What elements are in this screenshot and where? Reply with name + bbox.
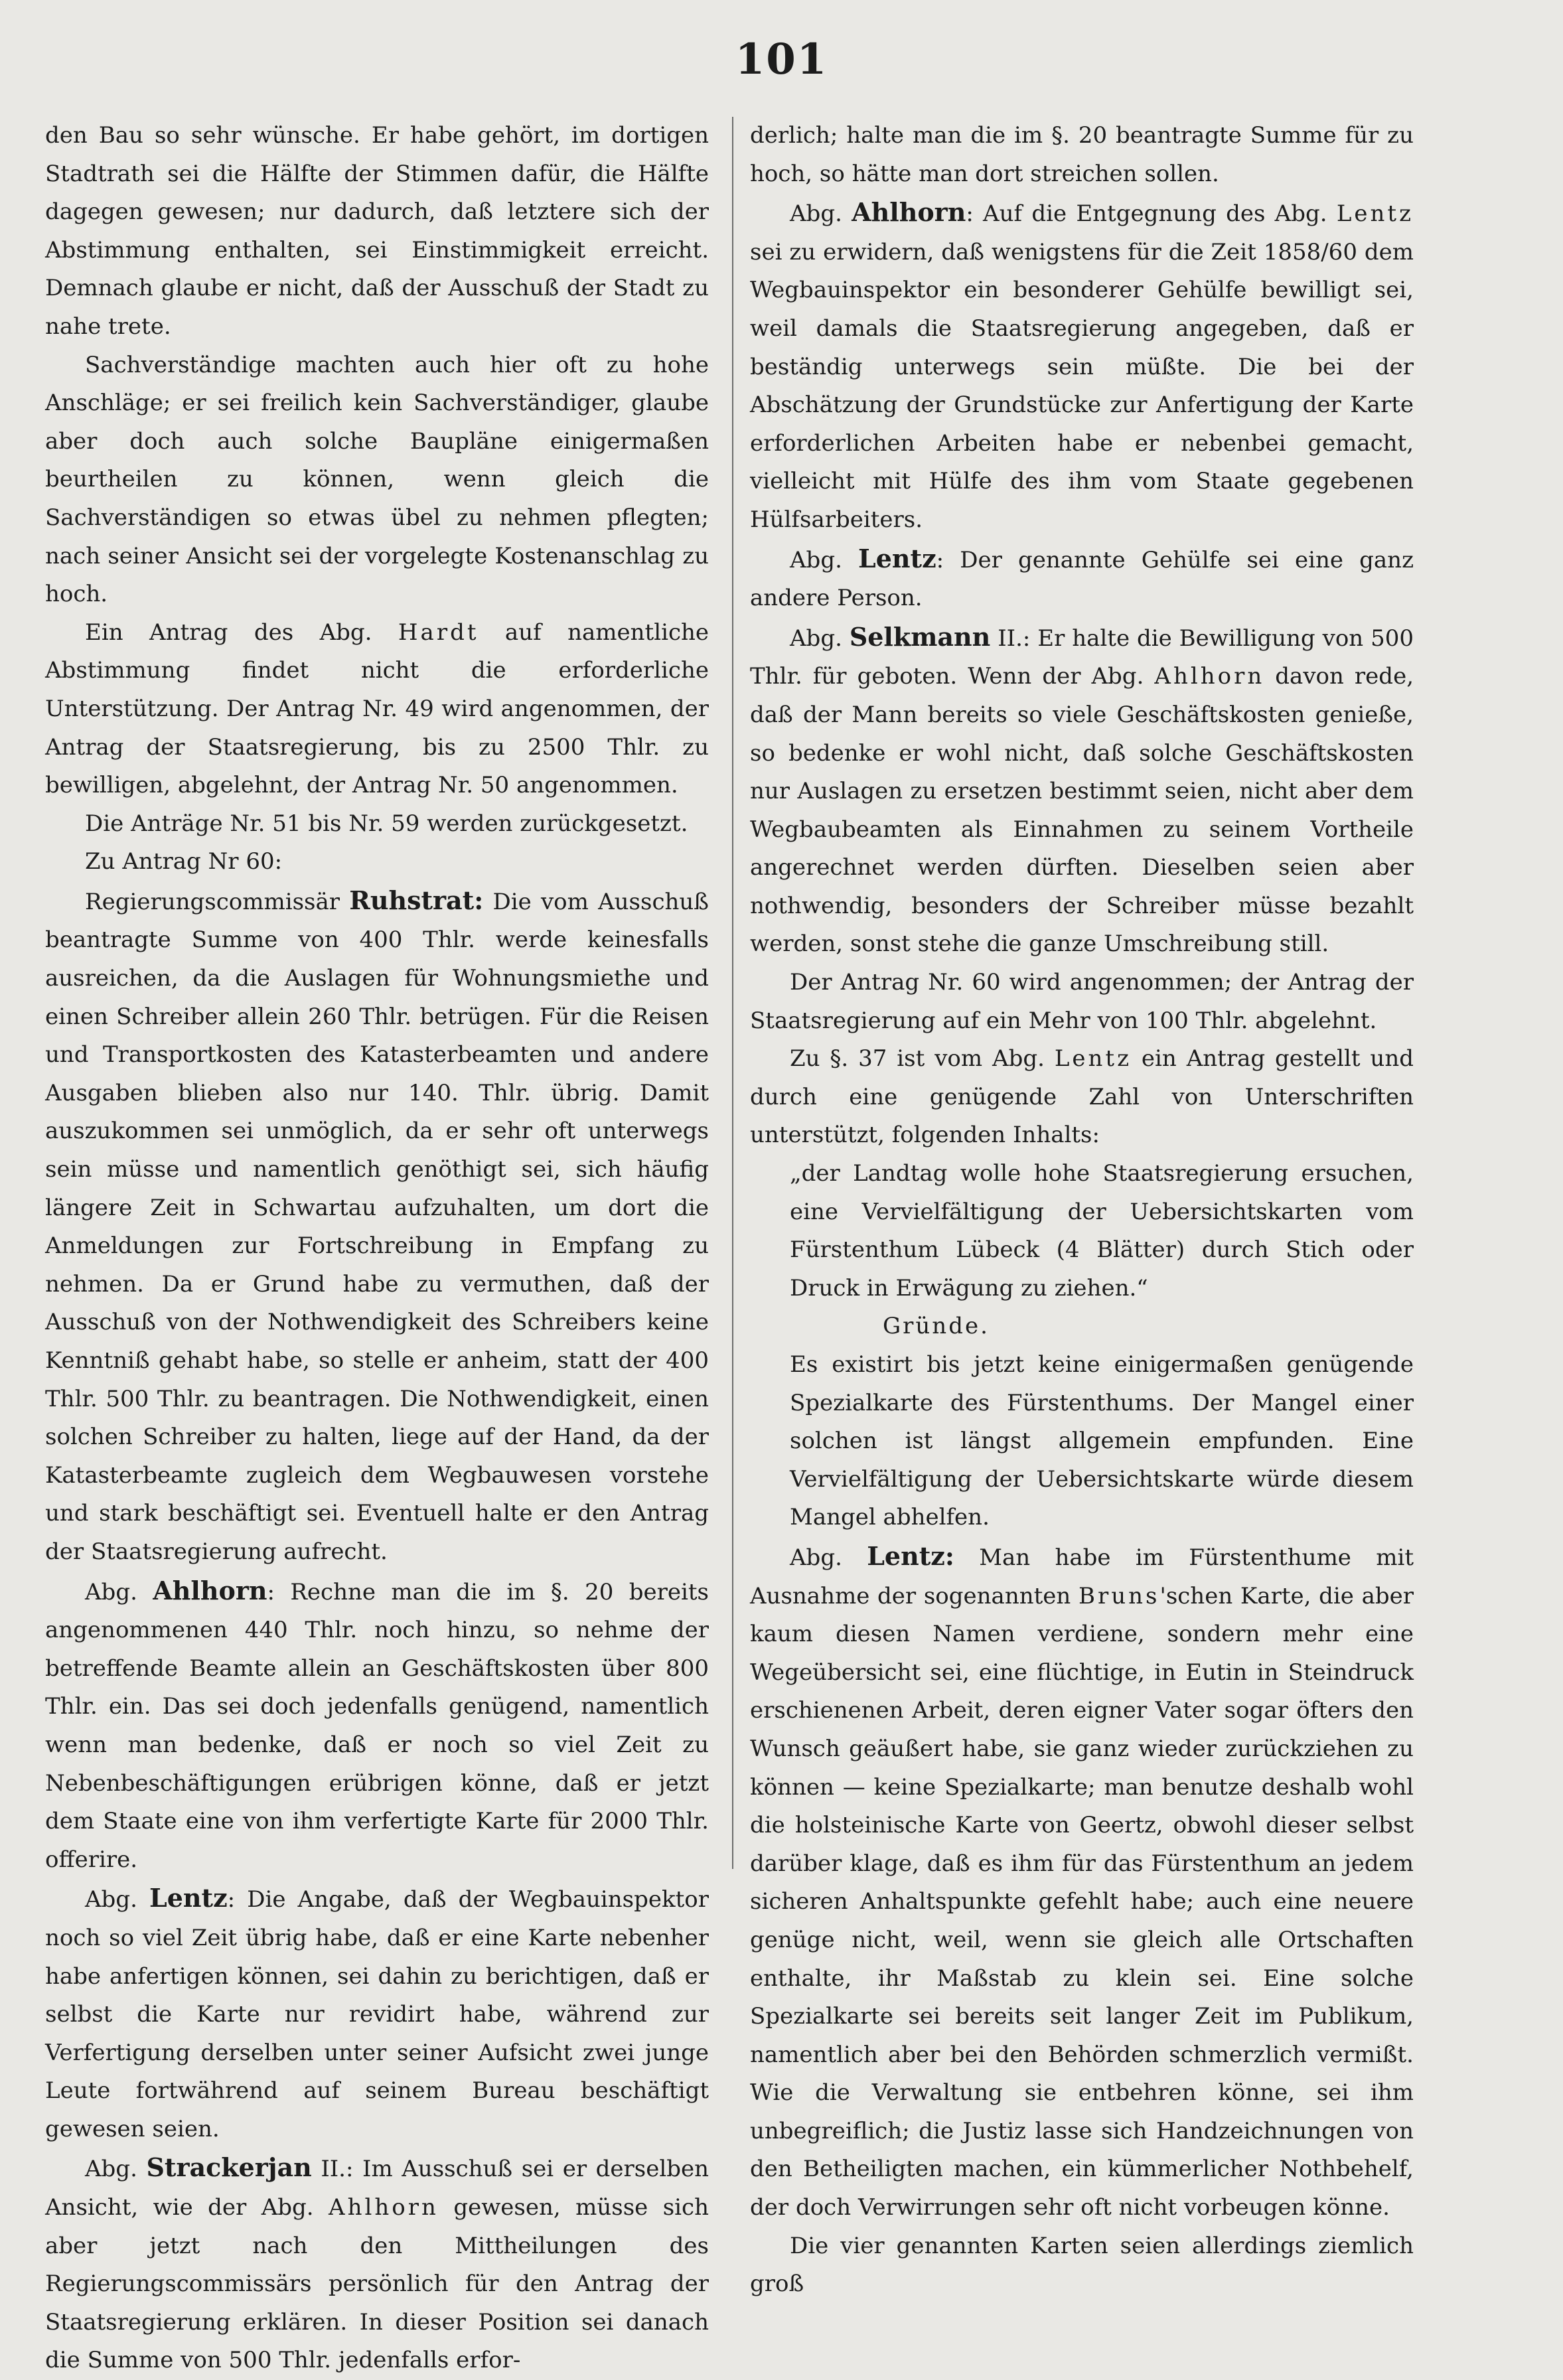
right-paragraph xyxy=(790,1155,1414,1307)
text-run: Abg. xyxy=(790,1544,867,1571)
right-paragraph xyxy=(750,618,1414,964)
spaced-name: Ahlhorn xyxy=(1154,663,1265,690)
left-paragraph xyxy=(45,346,709,614)
text-run: auf namentliche Abstimmung findet nicht die erforderliche Unterstützung. Der Antrag Nr. 49 wird angenommen, der Antrag der Staatsregierung, bis zu 2500 Thlr. zu bewilligen, abgelehnt, der Antrag Nr. 50 angenommen. xyxy=(45,619,709,799)
text-run: derlich; halte man die im §. 20 beantragte Summe für zu hoch, so hätte man dort streichen sollen. xyxy=(750,122,1414,187)
right-paragraph xyxy=(750,1307,1414,1346)
speaker-name: Ahlhorn xyxy=(153,1575,267,1605)
left-paragraph xyxy=(45,881,709,1572)
text-run: Sachverständige machten auch hier oft zu hohe Anschläge; er sei freilich kein Sachverständiger, glaube aber doch auch solche Baupläne einigermaßen beurtheilen zu können, wenn gleich die Sachverständigen so etwas übel zu nehmen pflegten; nach seiner Ansicht sei der vorgelegte Kostenanschlag zu hoch. xyxy=(45,351,709,608)
spaced-name: Lentz xyxy=(1054,1045,1132,1073)
page-number: 101 xyxy=(735,35,828,84)
text-run: davon rede, daß der Mann bereits so viele Geschäftskosten genieße, so bedenke er wohl nicht, daß solche Geschäftskosten nur Auslagen zu ersetzen bestimmt seien, nicht aber dem Wegbaubeamten als Einnahmen zu seinem Vortheile angerechnet werden dürften. Dieselben seien aber nothwendig, besonders der Schreiber müsse bezahlt werden, sonst stehe die ganze Umschreibung still. xyxy=(750,663,1414,958)
right-paragraph xyxy=(750,540,1414,618)
text-run: Regierungscommissär xyxy=(85,888,350,915)
right-paragraph xyxy=(750,1537,1414,2227)
text-run: „der Landtag wolle hohe Staatsregierung ersuchen, eine Vervielfältigung der Uebersichtskarten vom Fürstenthum Lübeck (4 Blätter) durch Stich oder Druck in Erwägung zu ziehen.“ xyxy=(790,1160,1414,1302)
text-run: : Auf die Entgegnung des Abg. xyxy=(966,200,1337,228)
text-run: Abg. xyxy=(85,1886,149,1913)
right-paragraph xyxy=(750,2227,1414,2304)
speaker-name: Lentz: xyxy=(867,1540,954,1571)
spaced-name: Hardt xyxy=(398,619,479,646)
text-run: gewesen, müsse sich aber jetzt nach den Mittheilungen des Regierungscommissärs persönlich für den Antrag der Staatsregierung erklären. In dieser Position sei danach die Summe von 500 Thlr. jedenfalls erfor- xyxy=(45,2194,709,2374)
left-column xyxy=(45,117,709,2380)
text-run: : Der genannte Gehülfe sei eine ganz andere Person. xyxy=(750,546,1414,612)
left-paragraph xyxy=(45,2148,709,2380)
right-paragraph xyxy=(750,193,1414,539)
text-run: II.: Im Ausschuß sei er derselben Ansicht, wie der Abg. xyxy=(45,2156,709,2221)
speaker-name: Selkmann xyxy=(849,621,991,652)
text-run: ein Antrag gestellt und durch eine genügende Zahl von Unterschriften unterstützt, folgenden Inhalts: xyxy=(750,1045,1414,1149)
left-paragraph xyxy=(45,117,709,346)
text-run: Die vom Ausschuß beantragte Summe von 400 Thlr. werde keinesfalls ausreichen, da die Auslagen für Wohnungsmiethe und einen Schreiber allein 260 Thlr. betrügen. Für die Reisen und Transportkosten des Katasterbeamten und andere Ausgaben blieben also nur 140. Thlr. übrig. Damit auszukommen sei unmöglich, da er sehr oft unterwegs sein müsse und namentlich genöthigt sei, sich häufig längere Zeit in Schwartau aufzuhalten, um dort die Anmeldungen zur Fortschreibung in Empfang zu nehmen. Da er Grund habe zu vermuthen, daß der Ausschuß von der Nothwendigkeit des Schreibers keine Kenntniß gehabt habe, so stelle er anheim, statt der 400 Thlr. 500 Thlr. zu beantragen. Die Nothwendigkeit, einen solchen Schreiber zu halten, liege auf der Hand, da der Katasterbeamte zugleich dem Wegbauwesen vorstehe und stark beschäftigt sei. Eventuell halte er den Antrag der Staatsregierung aufrecht. xyxy=(45,888,709,1565)
text-run: Der Antrag Nr. 60 wird angenommen; der Antrag der Staatsregierung auf ein Mehr von 100 Thlr. abgelehnt. xyxy=(750,969,1414,1034)
text-run: Abg. xyxy=(790,625,850,652)
column-divider xyxy=(732,117,733,1869)
speaker-name: Lentz xyxy=(858,543,936,573)
spaced-name: Lentz xyxy=(1336,200,1414,228)
spaced-name: Bruns xyxy=(1078,1582,1160,1609)
text-run: Die vier genannten Karten seien allerdings ziemlich groß xyxy=(750,2232,1414,2298)
text-run: Abg. xyxy=(85,2156,147,2183)
text-run: Abg. xyxy=(790,200,852,228)
text-run: Ein Antrag des Abg. xyxy=(85,619,398,646)
text-run: Abg. xyxy=(85,1578,153,1605)
text-run: Es existirt bis jetzt keine einigermaßen genügende Spezialkarte des Fürstenthums. Der Mangel einer solchen ist längst allgemein empfunden. Eine Vervielfältigung der Uebersichtskarte würde diesem Mangel abhelfen. xyxy=(790,1351,1414,1531)
right-paragraph xyxy=(790,1346,1414,1537)
left-paragraph xyxy=(45,805,709,844)
left-paragraph xyxy=(45,1572,709,1880)
right-paragraph xyxy=(750,964,1414,1040)
text-run: Abg. xyxy=(790,546,858,573)
text-run: Man habe im Fürstenthume mit Ausnahme der sogenannten xyxy=(750,1544,1414,1609)
left-paragraph xyxy=(45,1879,709,2148)
speaker-name: Lentz xyxy=(149,1883,228,1913)
spaced-name: Ahlhorn xyxy=(329,2194,439,2221)
text-run: Gründe. xyxy=(883,1313,990,1340)
text-run: Die Anträge Nr. 51 bis Nr. 59 werden zurückgesetzt. xyxy=(85,810,688,837)
right-paragraph xyxy=(750,117,1414,193)
right-column xyxy=(750,117,1414,2304)
text-run: den Bau so sehr wünsche. Er habe gehört, im dortigen Stadtrath sei die Hälfte der Stimmen dafür, die Hälfte dagegen gewesen; nur dadurch, daß letztere sich der Abstimmung enthalten, sei Einstimmigkeit erreicht. Demnach glaube er nicht, daß der Ausschuß der Stadt zu nahe trete. xyxy=(45,122,709,340)
speaker-name: Ahlhorn xyxy=(852,197,966,228)
text-run: : Die Angabe, daß der Wegbauinspektor noch so viel Zeit übrig habe, daß er eine Karte nebenher habe anfertigen können, sei dahin zu berichtigen, daß er selbst die Karte nur revidirt habe, während zur Verfertigung derselben unter seiner Aufsicht zwei junge Leute fortwährend auf seinem Bureau beschäftigt gewesen seien. xyxy=(45,1886,709,2142)
right-paragraph xyxy=(750,1040,1414,1155)
speaker-name: Strackerjan xyxy=(146,2152,312,2183)
speaker-name: Ruhstrat: xyxy=(349,885,484,915)
left-paragraph xyxy=(45,843,709,881)
left-paragraph xyxy=(45,614,709,805)
text-run: sei zu erwidern, daß wenigstens für die Zeit 1858/60 dem Wegbauinspektor ein besonderer Gehülfe bewilligt sei, weil damals die Staatsregierung angegeben, daß er beständig unterwegs sein müßte. Die bei der Abschätzung der Grundstücke zur Anfertigung der Karte erforderlichen Arbeiten habe er nebenbei gemacht, vielleicht mit Hülfe des ihm vom Staate gegebenen Hülfsarbeiters. xyxy=(750,238,1414,533)
text-run: Zu §. 37 ist vom Abg. xyxy=(790,1045,1055,1073)
text-run: Zu Antrag Nr 60: xyxy=(85,848,283,875)
text-run: 'schen Karte, die aber kaum diesen Namen verdiene, sondern mehr eine Wegeübersicht sei, eine flüchtige, in Eutin in Steindruck erschienenen Arbeit, deren eigner Vater sogar öfters den Wunsch geäußert habe, sie ganz wieder zurückziehen zu können — keine Spezialkarte; man benutze deshalb wohl die holsteinische Karte von Geertz, obwohl dieser selbst darüber klage, daß es ihm für das Fürstenthum an jedem sicheren Anhaltspunkte gefehlt habe; auch eine neuere genüge nicht, weil, wenn sie gleich alle Ortschaften enthalte, ihr Maßstab zu klein sei. Eine solche Spezialkarte sei bereits seit langer Zeit im Publikum, namentlich aber bei den Behörden schmerzlich vermißt. Wie die Verwaltung sie entbehren könne, sei ihm unbegreiflich; die Justiz lasse sich Handzeichnungen von den Betheiligten machen, ein kümmerlicher Nothbehelf, der doch Verwirrungen sehr oft nicht vorbeugen könne. xyxy=(750,1582,1414,2221)
text-run: : Rechne man die im §. 20 bereits angenommenen 440 Thlr. noch hinzu, so nehme der betreffende Beamte allein an Geschäftskosten über 800 Thlr. ein. Das sei doch jedenfalls genügend, namentlich wenn man bedenke, daß er noch so viel Zeit zu Nebenbeschäftigungen erübrigen könne, daß er jetzt dem Staate eine von ihm verfertigte Karte für 2000 Thlr. offerire. xyxy=(45,1578,709,1873)
text-run: II.: Er halte die Bewilligung von 500 Thlr. für geboten. Wenn der Abg. xyxy=(750,625,1414,690)
